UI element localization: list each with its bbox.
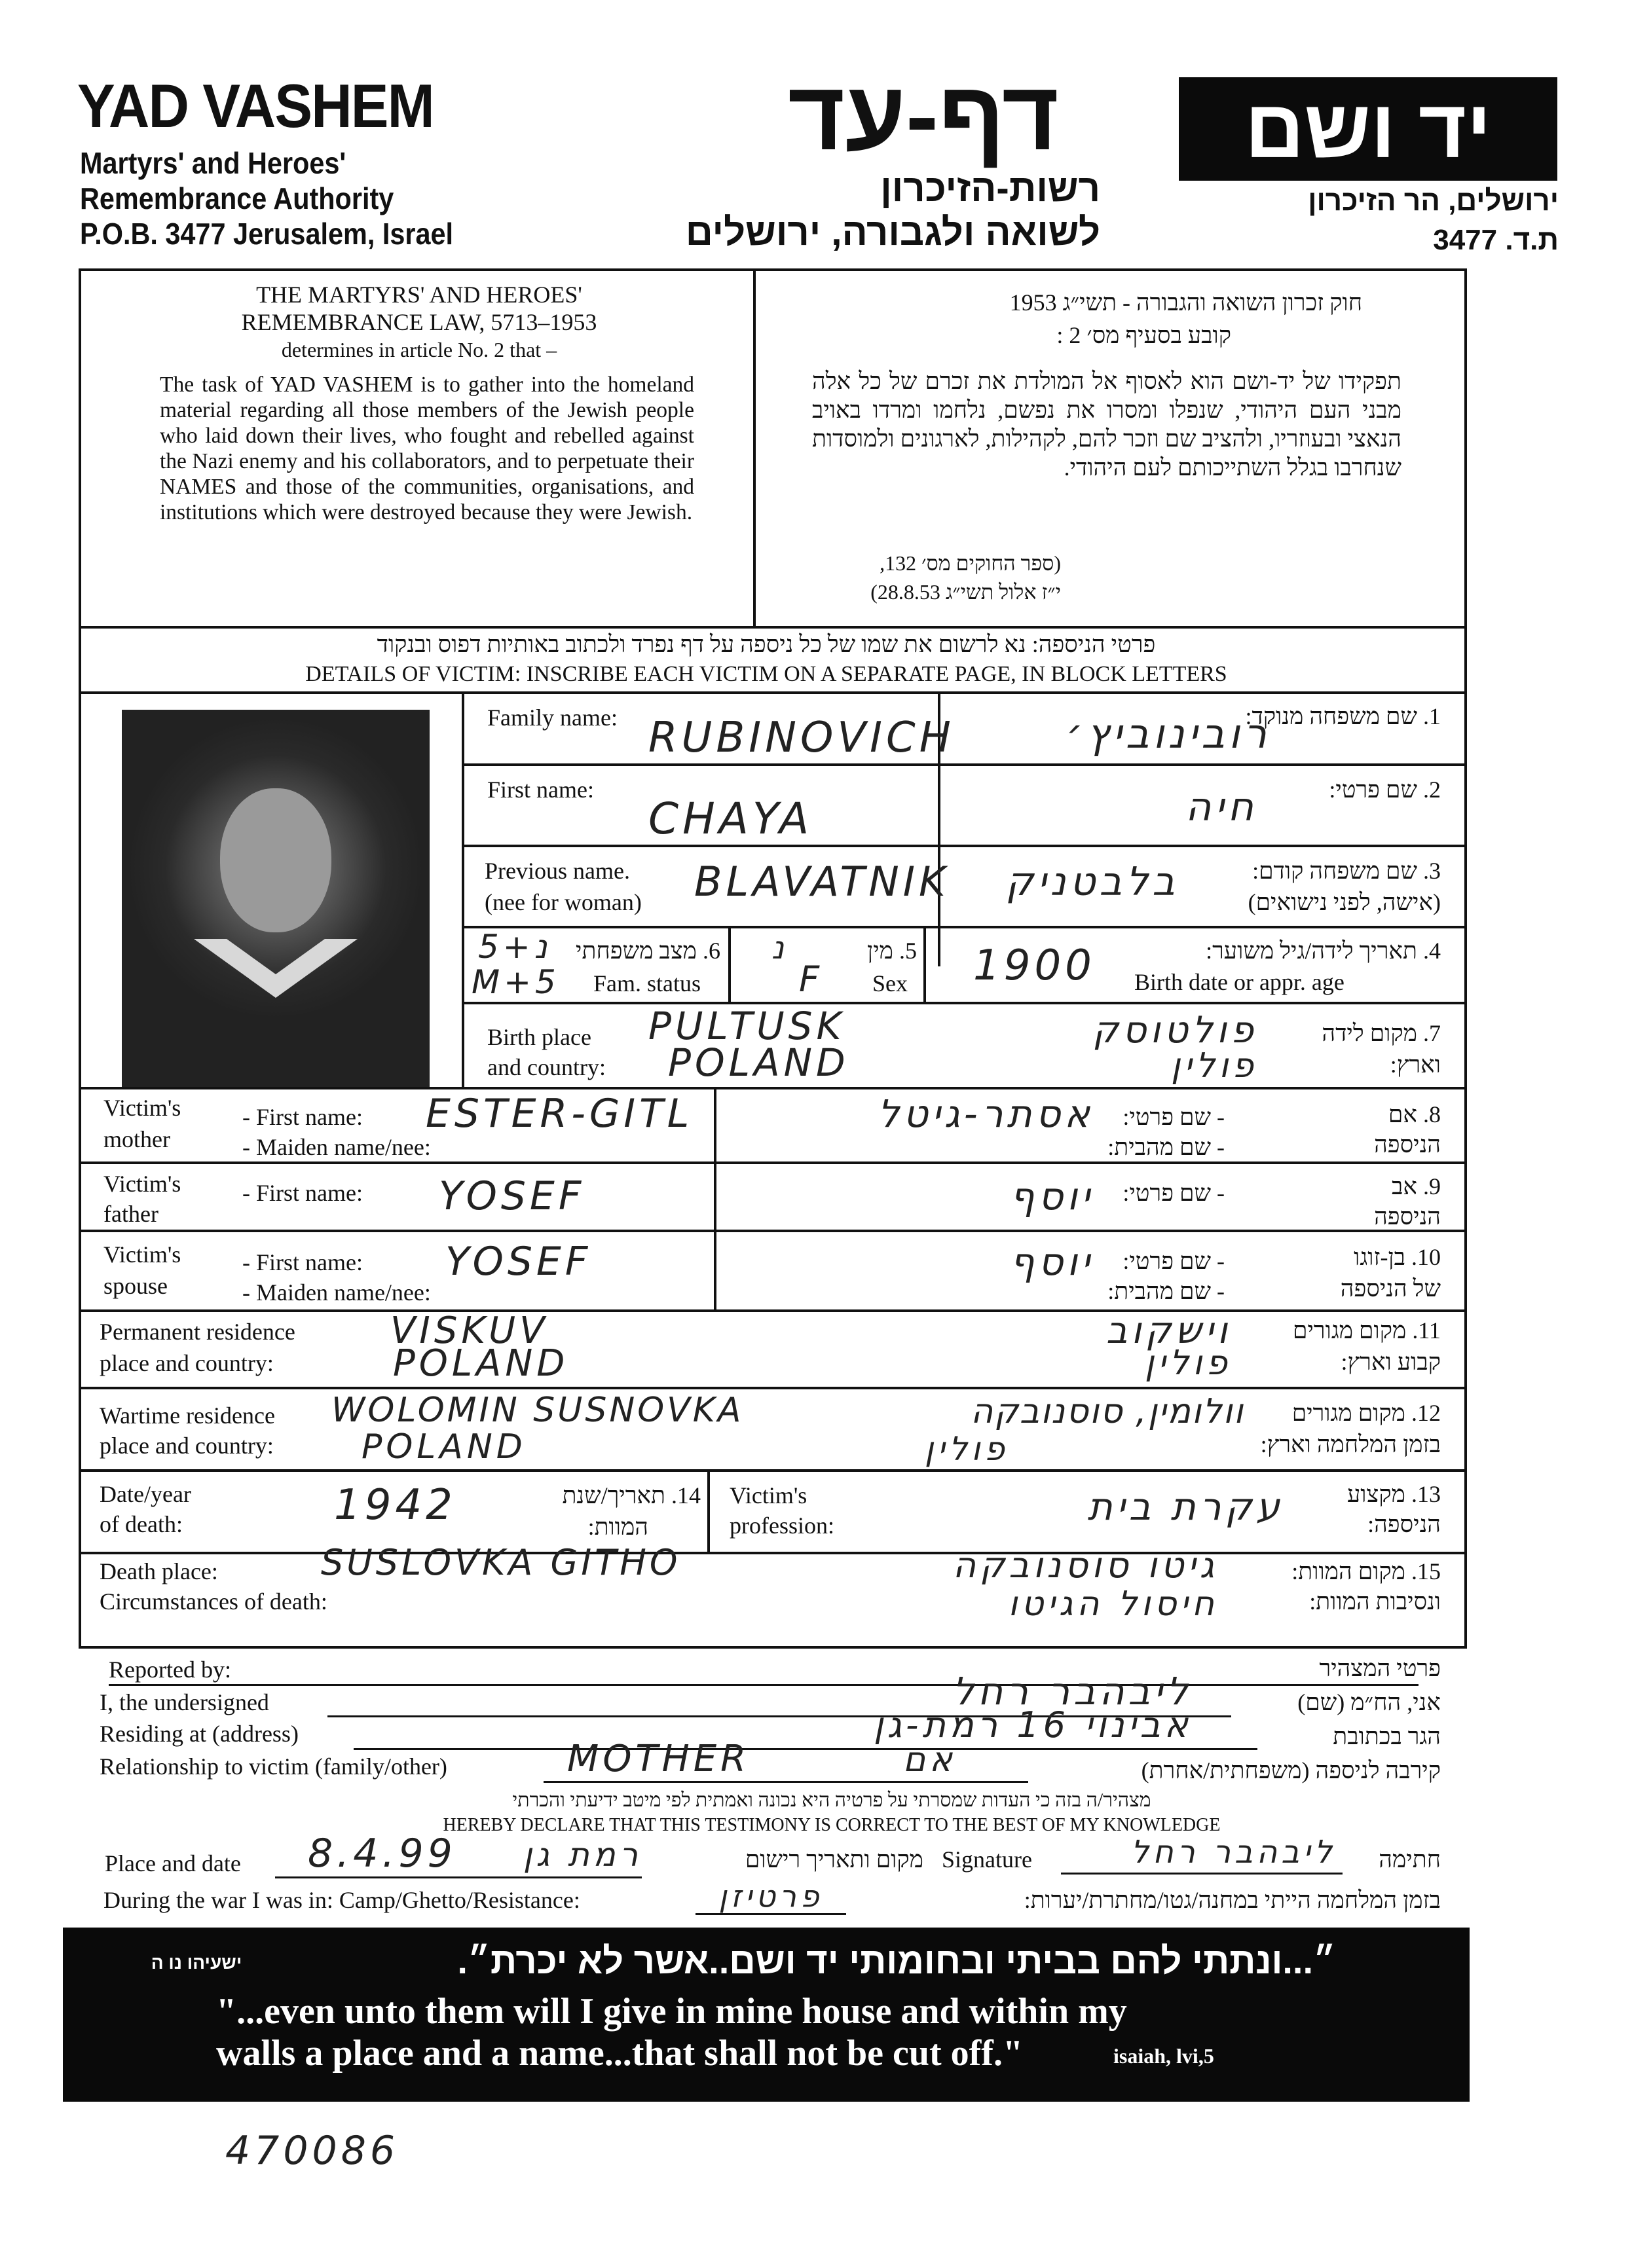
previous-name-he-label-1: 3. שם משפחה קודם: <box>1252 858 1441 884</box>
mother-value: ESTER-GITL <box>426 1091 694 1137</box>
law-en-title-1: THE MARTYRS' AND HEROES' <box>256 282 582 308</box>
undersigned-label: I, the undersigned <box>100 1689 269 1715</box>
spouse-maiden-label: - Maiden name/nee: <box>242 1279 431 1306</box>
profession-he-label-2: הניספה: <box>1367 1511 1441 1537</box>
death-place-he-value: גיטו סוסנובקה <box>952 1545 1218 1586</box>
birth-place-he-label-1: 7. מקום לידה <box>1322 1020 1441 1046</box>
death-date-value: 1942 <box>334 1481 456 1529</box>
profession-label-1: Victim's <box>730 1482 807 1509</box>
declare-en: HEREBY DECLARE THAT THIS TESTIMONY IS CORRECT TO THE BEST OF MY KNOWLEDGE <box>443 1815 1221 1835</box>
death-date-he-label-2: המוות: <box>587 1514 648 1540</box>
death-place-label-1: Death place: <box>100 1558 218 1584</box>
details-header-he: פרטי הניספה: נא לרשום את שמו של כל ניספה על דף נפרד ולכתוב באותיות דפוס ובנקוד <box>377 631 1156 657</box>
father-first-label: - First name: <box>242 1180 363 1206</box>
org-name-en: YAD VASHEM <box>77 71 434 140</box>
mother-maiden-label: - Maiden name/nee: <box>242 1134 431 1160</box>
row10-top <box>79 1230 1467 1232</box>
mother-he-label-2: הניספה <box>1374 1131 1441 1158</box>
father-label-2: father <box>103 1201 158 1227</box>
place-date-value: 8.4.99 <box>308 1831 456 1876</box>
sex-he-value: נ <box>771 930 788 966</box>
father-he-label-2: הניספה <box>1374 1203 1441 1230</box>
grid-hline-1 <box>462 763 1467 766</box>
address-he-1: ירושלים, הר הזיכרון <box>1308 185 1559 217</box>
family-name-he-value: רובינוביץ׳ <box>1066 710 1270 758</box>
fam-status-he-label: 6. מצב משפחתי <box>576 938 720 964</box>
death-date-label-2: of death: <box>100 1511 183 1537</box>
residing-label: Residing at (address) <box>100 1721 299 1747</box>
grid-vline-sex-right <box>923 926 926 1003</box>
place-date-he-label: מקום ותאריך רישום <box>745 1846 923 1873</box>
relationship-value: MOTHER <box>567 1738 751 1780</box>
law-he-title-1: חוק זכרון השואה והגבורה - תשי״ג 1953 <box>1009 289 1362 316</box>
signature-label: Signature <box>942 1846 1032 1873</box>
sex-he-label: 5. מין <box>867 938 917 964</box>
mother-he-first-label: - שם פרטי: <box>1122 1104 1225 1130</box>
war-res-label-2: place and country: <box>100 1433 274 1459</box>
authority-he-1: רשות-הזיכרון <box>880 167 1100 210</box>
org-subtitle-1: Martyrs' and Heroes' <box>80 146 346 180</box>
mother-first-label: - First name: <box>242 1104 363 1130</box>
perm-res-country: POLAND <box>393 1342 569 1385</box>
death-place-he-label-2: ונסיבות המוות: <box>1309 1588 1441 1615</box>
org-subtitle-2: Remembrance Authority <box>80 181 394 215</box>
previous-name-he-value: בלבטניק <box>1005 859 1179 905</box>
birth-place-he-value: פולטוסק <box>1092 1009 1257 1052</box>
fam-status-he-value: 5+נ <box>478 928 551 966</box>
war-res-label-1: Wartime residence <box>100 1402 275 1429</box>
address-he-2: ת.ד. 3477 <box>1433 224 1559 256</box>
place-date-he-value: רמת גן <box>523 1836 642 1874</box>
war-res-country: POLAND <box>362 1427 527 1467</box>
first-name-he-value: חיה <box>1185 784 1257 830</box>
place-date-line <box>275 1876 642 1878</box>
perm-res-label-2: place and country: <box>100 1350 274 1376</box>
spouse-label-1: Victim's <box>103 1241 181 1268</box>
law-en-title-3: determines in article No. 2 that – <box>281 338 557 361</box>
verse-en-ref: isaiah, lvi,5 <box>1113 2044 1214 2068</box>
details-header-en: DETAILS OF VICTIM: INSCRIBE EACH VICTIM ON A SEPARATE PAGE, IN BLOCK LETTERS <box>305 662 1227 686</box>
fam-status-label: Fam. status <box>593 970 701 997</box>
profession-he-label-1: 13. מקצוע <box>1346 1481 1441 1507</box>
first-name-value: CHAYA <box>648 794 813 844</box>
law-he-ref-2: י״ז אלול תשי״ג 28.8.53) <box>870 580 1061 604</box>
previous-name-label-1: Previous name. <box>485 858 630 884</box>
birth-country-value: POLAND <box>668 1040 849 1085</box>
relationship-label: Relationship to victim (family/other) <box>100 1753 447 1780</box>
father-he-first-label: - שם פרטי: <box>1122 1180 1225 1206</box>
father-he-label-1: 9. אב <box>1392 1173 1441 1199</box>
row12-top <box>79 1387 1467 1389</box>
fam-status-value: M+5 <box>472 963 560 1001</box>
grid-vline-left <box>462 691 464 1088</box>
birth-date-value: 1900 <box>973 942 1096 990</box>
war-res-he-value: וולומין, סוסנובקה <box>971 1392 1244 1431</box>
yad-vashem-logo-he: יד ושם <box>1179 77 1557 181</box>
verse-he-ref: ישעיהו נו ה <box>151 1952 242 1973</box>
undersigned-he-label: אני, הח״מ (שם) <box>1297 1689 1441 1715</box>
verse-he: ״...ונתתי להם בביתי ובחומותי יד ושם..אשר לא יכרת״. <box>457 1940 1336 1981</box>
death-date-he-label-1: 14. תאריך/שנת <box>562 1482 701 1509</box>
mother-he-value: אסתר-גיטל <box>878 1091 1094 1136</box>
spouse-he-label-2: של הניספה <box>1340 1275 1441 1302</box>
death-place-value: SUSLOVKA GITHO <box>321 1542 681 1583</box>
father-value: YOSEF <box>439 1173 585 1219</box>
mother-label-2: mother <box>103 1126 170 1152</box>
first-name-label: First name: <box>487 777 594 803</box>
war-res-he-country: פולין <box>924 1430 1009 1468</box>
mother-he-label-1: 8. אם <box>1388 1101 1441 1127</box>
perm-res-value: VISKUV <box>390 1309 549 1352</box>
grid-vline-sex-left <box>728 926 731 1003</box>
law-he-ref-1: (ספר החוקים מס׳ 132, <box>880 551 1061 575</box>
relationship-he-label: קירבה לניספה (משפחתית/אחרת) <box>1141 1757 1441 1783</box>
birth-place-he-label-2: וארץ: <box>1390 1052 1441 1078</box>
reported-by-label: Reported by: <box>109 1655 231 1686</box>
law-he-title-2: קובע בסעיף מס׳ 2 : <box>1056 322 1231 348</box>
family-name-value: RUBINOVICH <box>648 714 955 762</box>
photo-face <box>220 788 331 932</box>
place-date-label: Place and date <box>105 1850 241 1876</box>
undersigned-he-value: ליבהבר רחל <box>952 1669 1192 1713</box>
sex-label: Sex <box>872 970 908 997</box>
archive-number: 470086 <box>225 2128 399 2174</box>
declare-he: מצהיר/ה בזה כי העדות שמסרתי על פרטיה היא נכונה ואמתית לפי מיטב ידיעתי והכרתי <box>512 1789 1151 1811</box>
rows8-10-vline <box>714 1087 716 1309</box>
row9-top <box>79 1161 1467 1164</box>
grid-hline-3 <box>462 926 1467 928</box>
spouse-label-2: spouse <box>103 1273 168 1299</box>
birth-place-value: PULTUSK <box>648 1004 845 1048</box>
law-en-body: The task of YAD VASHEM is to gather into the homeland material regarding all those members of the Jewish people who laid down their lives, who fought and rebelled against the Nazi enemy and his collaborators, and to perpetuate their NAMES and those of the communities, organisations, and institutions which were destroyed because they were Jewish. <box>160 373 694 524</box>
spouse-first-label: - First name: <box>242 1249 363 1275</box>
previous-name-he-label-2: (אישה, לפני נישואים) <box>1248 889 1441 915</box>
law-divider <box>753 268 756 629</box>
mother-label-1: Victim's <box>103 1095 181 1121</box>
father-he-value: יוסף <box>1010 1174 1094 1218</box>
org-address-en: P.O.B. 3477 Jerusalem, Israel <box>80 217 454 251</box>
profession-he-value: עקרת בית <box>1087 1484 1284 1529</box>
death-circ-he-value: חיסול הגיטו <box>1008 1584 1218 1624</box>
photo-collar <box>194 939 358 998</box>
daf-ed-title: דף-עד <box>787 60 1060 170</box>
row11-top <box>79 1309 1467 1312</box>
sex-value: F <box>799 959 824 1000</box>
perm-res-he-label-2: קבוע וארץ: <box>1341 1349 1441 1375</box>
previous-name-value: BLAVATNIK <box>694 858 950 905</box>
perm-res-he-value: וישקוב <box>1106 1309 1231 1352</box>
war-location-label: During the war I was in: Camp/Ghetto/Resistance: <box>103 1887 580 1913</box>
previous-name-label-2: (nee for woman) <box>485 889 642 915</box>
relationship-line <box>544 1781 1028 1783</box>
war-res-he-label-2: בזמן המלחמה וארץ: <box>1260 1431 1441 1457</box>
row15-top <box>79 1552 1467 1554</box>
spouse-value: YOSEF <box>445 1239 592 1285</box>
verse-en-1: "...even unto them will I give in mine house and within my <box>216 1991 1127 2032</box>
row13-top <box>79 1469 1467 1472</box>
spouse-he-maiden-label: - שם מהבית: <box>1107 1278 1225 1304</box>
profession-label-2: profession: <box>730 1512 834 1539</box>
birth-place-label-1: Birth place <box>487 1024 591 1050</box>
birth-date-label: Birth date or appr. age <box>1134 969 1345 995</box>
residing-he-label: הגר בכתובת <box>1333 1723 1441 1749</box>
first-name-he-label: 2. שם פרטי: <box>1329 777 1441 803</box>
perm-res-he-label-1: 11. מקום מגורים <box>1293 1317 1441 1344</box>
grid-hline-2 <box>462 845 1467 847</box>
father-label-1: Victim's <box>103 1171 181 1197</box>
signature-value: ליבהבר רחל <box>1131 1834 1336 1871</box>
residing-he-value: אבינוי 16 רמת-גן <box>874 1704 1192 1746</box>
signature-he-label: חתימה <box>1379 1846 1441 1873</box>
death-place-he-label-1: 15. מקום המוות: <box>1291 1558 1441 1584</box>
birth-place-label-2: and country: <box>487 1054 606 1080</box>
relationship-he-value: אם <box>902 1740 956 1780</box>
death-place-label-2: Circumstances of death: <box>100 1588 327 1615</box>
war-res-value: WOLOMIN SUSNOVKA <box>331 1391 744 1430</box>
birth-date-he-label: 4. תאריך לידה/גיל משוער: <box>1206 938 1441 964</box>
perm-res-label-1: Permanent residence <box>100 1319 295 1345</box>
birth-country-he-value: פולין <box>1171 1046 1257 1086</box>
law-he-body: תפקידו של יד-ושם הוא לאסוף אל המולדת את זכרם של כל אלה מבני העם היהודי, שנפלו ומסרו את נפשם, נלחמו ומרדו באויב הנאצי ובעוזריו, ולהציב שם וזכר להם, לקהילות, לארגונים ולמוסדות שנחרבו בגלל השתייכותם לעם היהודי. <box>812 368 1401 481</box>
family-name-he-label: 1. שם משפחה מנוקד: <box>1245 703 1441 729</box>
family-name-label: Family name: <box>487 704 618 731</box>
spouse-he-first-label: - שם פרטי: <box>1122 1248 1225 1274</box>
perm-res-he-country: פולין <box>1145 1344 1231 1383</box>
victim-photo <box>122 710 430 1087</box>
row13-vline <box>707 1469 710 1552</box>
reported-by-he: פרטי המצהיר <box>1319 1655 1441 1681</box>
war-location-he-label: בזמן המלחמה הייתי במחנה/גטו/מחתרת/יערות: <box>1024 1887 1441 1913</box>
spouse-he-value: יוסף <box>1010 1239 1094 1284</box>
war-location-value: פרטיזן <box>718 1878 823 1914</box>
authority-he-2: לשואה ולגבורה, ירושלים <box>685 211 1100 253</box>
verse-en-2: walls a place and a name...that shall not be cut off." <box>216 2033 1024 2074</box>
spouse-he-label-1: 10. בן-זוגו <box>1354 1244 1441 1270</box>
war-res-he-label-1: 12. מקום מגורים <box>1291 1400 1441 1426</box>
grid-hline-4 <box>462 1002 1467 1004</box>
mother-he-maiden-label: - שם מהבית: <box>1107 1134 1225 1160</box>
death-date-label-1: Date/year <box>100 1481 191 1507</box>
law-en-title-2: REMEMBRANCE LAW, 5713–1953 <box>241 309 597 335</box>
